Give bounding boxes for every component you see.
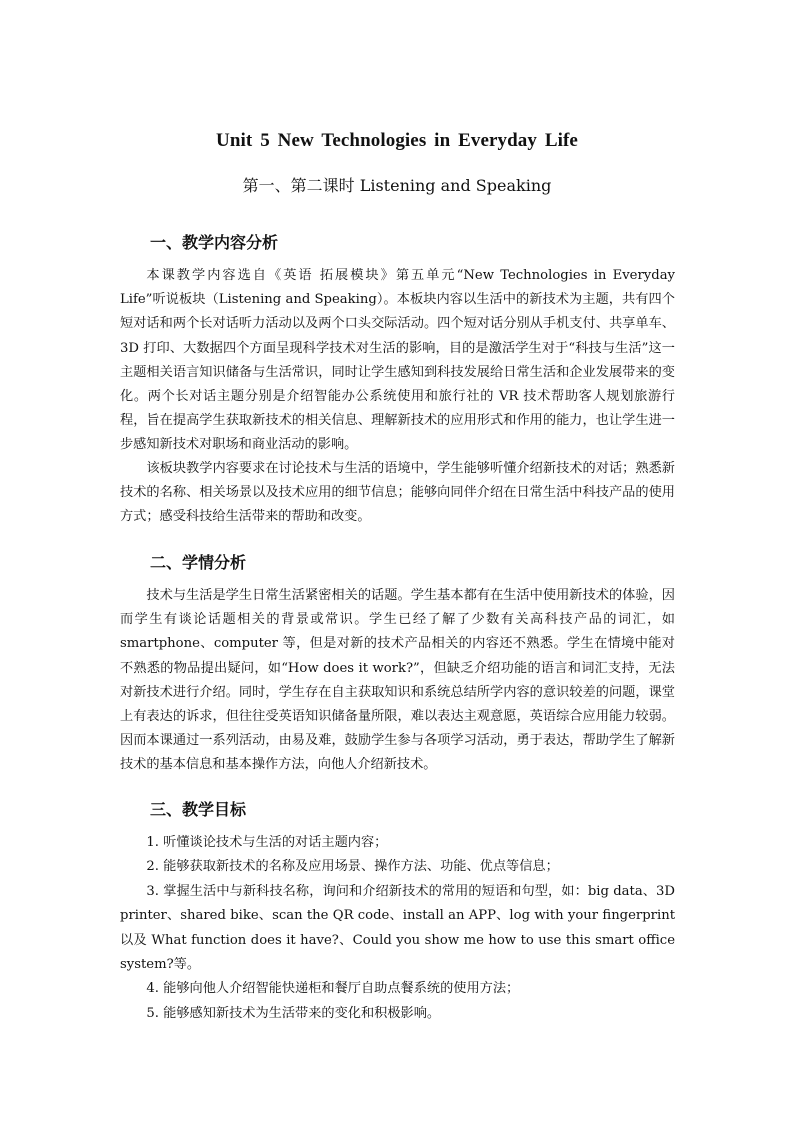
student-analysis-paragraph: 技术与生活是学生日常生活紧密相关的话题。学生基本都有在生活中使用新技术的体验，因而学生有谈论话题相关的背景或常识。学生已经了解了少数有关高科技产品的词汇，如smartphone、computer 等，但是对新的技术产品相关的内容还不熟悉。学生在情境中能对不熟悉的物品提出疑问，如“How does it work?”，但缺乏介绍功能的语言和词汇支持，无法对新技术进行介绍。同时，学生存在自主获取知识和系统总结所学内容的意识较差的问题，课堂上有表达的诉求，但往往受英语知识储备量所限，难以表达主观意愿，英语综合应用能力较弱。因而本课通过一系列活动，由易及难，鼓励学生参与各项学习活动，勇于表达，帮助学生了解新技术的基本信息和基本操作方法，向他人介绍新技术。 (120, 588, 675, 773)
content-analysis-paragraph-1: 本课教学内容选自《英语 拓展模块》第五单元“New Technologies in Everyday Life”听说板块（Listening and Speaking）。本板块内容以生活中的新技术为主题，共有四个短对话和两个长对话听力活动以及两个口头交际活动。四个短对话分别从手机支付、共享单车、3D 打印、大数据四个方面呈现科学技术对生活的影响，目的是激活学生对于“科技与生活”这一主题相关语言知识储备与生活常识，同时让学生感知到科技发展给日常生活和企业发展带来的变化。两个长对话主题分别是介绍智能办公系统使用和旅行社的 VR 技术帮助客人规划旅游行程，旨在提高学生获取新技术的相关信息、理解新技术的应用形式和作用的能力，也让学生进一步感知新技术对职场和商业活动的影响。 (120, 268, 675, 453)
lesson-title: 第一、第二课时 Listening and Speaking (242, 176, 552, 195)
teaching-goal-item: 2. 能够获取新技术的名称及应用场景、操作方法、功能、优点等信息； (146, 859, 559, 875)
section-heading-teaching-goals: 三、教学目标 (150, 800, 247, 819)
section-heading-student-analysis: 二、学情分析 (150, 553, 247, 572)
teaching-goal-item: 1. 听懂谈论技术与生活的对话主题内容； (146, 835, 388, 850)
teaching-goal-item: 5. 能够感知新技术为生活带来的变化和积极影响。 (146, 1005, 441, 1021)
teaching-goal-item: 3. 掌握生活中与新科技名称，询问和介绍新技术的常用的短语和句型，如：big data、3D printer、shared bike、scan the QR code、install an APP、log with your fingerprint 以及 What function does it have?、Could you show me how to use this smart office system?等。 (120, 883, 675, 973)
document-title: Unit 5 New Technologies in Everyday Life (216, 129, 578, 151)
content-analysis-paragraph-2: 该板块教学内容要求在讨论技术与生活的语境中，学生能够听懂介绍新技术的对话；熟悉新技术的名称、相关场景以及技术应用的细节信息；能够向同伴介绍在日常生活中科技产品的使用方式；感受科技给生活带来的帮助和改变。 (120, 461, 675, 525)
section-heading-content-analysis: 一、教学内容分析 (150, 233, 279, 252)
teaching-goal-item: 4. 能够向他人介绍智能快递柜和餐厅自助点餐系统的使用方法； (146, 981, 520, 997)
teaching-goals-list (120, 831, 675, 1026)
